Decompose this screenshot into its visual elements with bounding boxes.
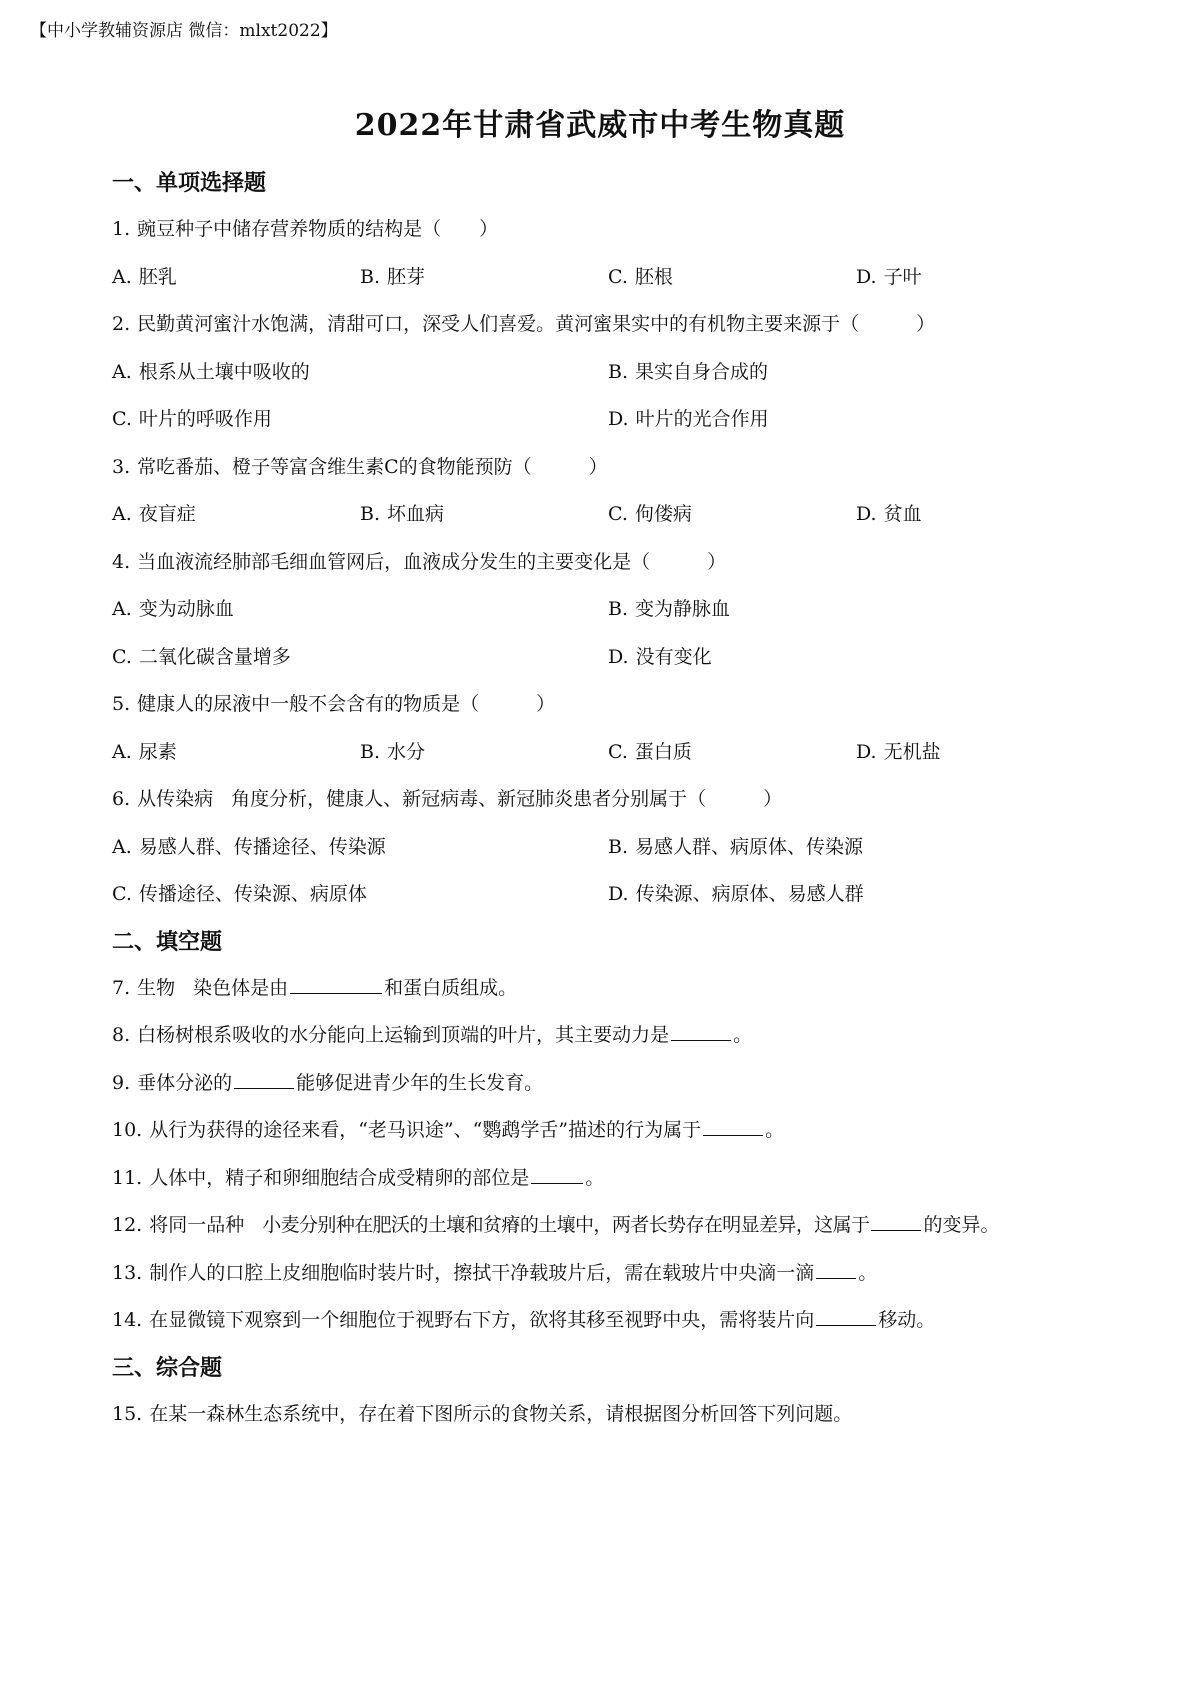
question-number: 10. bbox=[112, 1119, 143, 1141]
option-d bbox=[856, 491, 1104, 539]
question-4 bbox=[112, 539, 1152, 587]
question-text: 垂体分泌的 bbox=[137, 1071, 233, 1094]
question-number: 9. bbox=[112, 1071, 131, 1094]
option-letter: D. bbox=[608, 883, 629, 905]
option-text: 胚乳 bbox=[138, 265, 177, 288]
answer-blank[interactable] bbox=[871, 1210, 921, 1231]
question-text: 和蛋白质组成。 bbox=[384, 976, 518, 999]
option-letter: A. bbox=[112, 360, 132, 383]
option-letter: D. bbox=[856, 503, 877, 525]
option-letter: D. bbox=[856, 740, 877, 763]
option-b bbox=[360, 491, 608, 539]
option-letter: C. bbox=[608, 265, 628, 288]
option-b bbox=[608, 349, 1104, 397]
question-text: 的变异。 bbox=[923, 1214, 1000, 1236]
option-d bbox=[608, 634, 1104, 682]
option-text: 坏血病 bbox=[387, 503, 445, 525]
question-text: 移动。 bbox=[878, 1309, 936, 1331]
option-letter: B. bbox=[608, 598, 629, 620]
question-text: 制作人的口腔上皮细胞临时装片时，擦拭干净载玻片后，需在载玻片中央滴一滴 bbox=[149, 1261, 815, 1284]
option-text: 传染源、病原体、易感人群 bbox=[635, 883, 864, 905]
question-1 bbox=[112, 206, 1152, 254]
option-text: 易感人群、病原体、传染源 bbox=[635, 835, 864, 858]
question-text: 生物 bbox=[137, 976, 176, 999]
answer-blank[interactable] bbox=[703, 1115, 763, 1136]
exam-content bbox=[112, 160, 1152, 1438]
option-text: 叶片的光合作用 bbox=[635, 408, 769, 430]
option-text: 传播途径、传染源、病原体 bbox=[138, 883, 367, 905]
question-text: 在某一森林生态系统中，存在着下图所示的食物关系，请根据图分析回答下列问题。 bbox=[149, 1402, 853, 1425]
option-a bbox=[112, 586, 608, 634]
question-number: 1. bbox=[112, 218, 131, 240]
option-b bbox=[360, 254, 608, 302]
question-8 bbox=[112, 1012, 1152, 1060]
option-letter: A. bbox=[112, 503, 132, 525]
option-letter: D. bbox=[856, 265, 877, 288]
answer-blank[interactable] bbox=[671, 1020, 731, 1041]
section-heading-fill-blank: 二、填空题 bbox=[112, 928, 223, 955]
option-text: 胚根 bbox=[634, 265, 673, 288]
question-text: 民勤黄河蜜汁水饱满，清甜可口，深受人们喜爱。黄河蜜果实中的有机物主要来源于（ ） bbox=[137, 313, 936, 335]
option-b bbox=[360, 729, 608, 777]
question-text: 白杨树根系吸收的水分能向上运输到顶端的叶片，其主要动力是 bbox=[137, 1024, 670, 1046]
options-q1 bbox=[112, 254, 1152, 302]
option-a bbox=[112, 349, 608, 397]
option-letter: B. bbox=[608, 360, 629, 383]
option-c bbox=[608, 729, 856, 777]
question-number: 12. bbox=[112, 1214, 143, 1236]
option-letter: C. bbox=[608, 740, 628, 763]
question-10 bbox=[112, 1107, 1152, 1155]
question-number: 14. bbox=[112, 1309, 143, 1331]
option-letter: D. bbox=[608, 645, 629, 668]
option-text: 二氧化碳含量增多 bbox=[138, 645, 291, 668]
option-text: 水分 bbox=[387, 740, 426, 763]
option-text: 子叶 bbox=[883, 265, 922, 288]
question-3 bbox=[112, 444, 1152, 492]
question-number: 5. bbox=[112, 693, 131, 715]
option-text: 叶片的呼吸作用 bbox=[138, 408, 272, 430]
option-text: 易感人群、传播途径、传染源 bbox=[138, 835, 386, 858]
question-number: 7. bbox=[112, 976, 131, 999]
question-7 bbox=[112, 965, 1152, 1013]
options-q4-row-1 bbox=[112, 586, 1152, 634]
options-q2-row-1 bbox=[112, 349, 1152, 397]
question-number: 3. bbox=[112, 455, 131, 478]
option-letter: A. bbox=[112, 835, 132, 858]
question-14 bbox=[112, 1297, 1152, 1345]
question-12 bbox=[112, 1202, 1152, 1250]
option-letter: B. bbox=[360, 265, 381, 288]
option-b bbox=[608, 824, 1104, 872]
question-text: 从传染病 bbox=[137, 788, 214, 810]
question-text: 。 bbox=[858, 1261, 878, 1284]
option-a bbox=[112, 824, 608, 872]
section-heading-comprehensive: 三、综合题 bbox=[112, 1354, 223, 1381]
option-d bbox=[608, 871, 1104, 919]
option-b bbox=[608, 586, 1104, 634]
question-number: 8. bbox=[112, 1024, 131, 1046]
question-number: 2. bbox=[112, 313, 131, 335]
question-2 bbox=[112, 301, 1152, 349]
question-text: 人体中，精子和卵细胞结合成受精卵的部位是 bbox=[149, 1166, 530, 1189]
option-letter: A. bbox=[112, 740, 132, 763]
options-q4-row-2 bbox=[112, 634, 1152, 682]
header-note: 【中小学教辅资源店 微信：mlxt2022】 bbox=[30, 21, 338, 41]
option-text: 根系从土壤中吸收的 bbox=[138, 360, 310, 383]
question-text: 当血液流经肺部毛细血管网后，血液成分发生的主要变化是（ ） bbox=[137, 550, 727, 573]
question-number: 11. bbox=[112, 1166, 143, 1189]
option-letter: A. bbox=[112, 265, 132, 288]
question-text: 将同一品种 bbox=[149, 1214, 245, 1236]
option-letter: B. bbox=[360, 740, 381, 763]
question-text: 从行为获得的途径来看，“老马识途”、“鹦鹉学舌”描述的行为属于 bbox=[149, 1119, 702, 1141]
option-text: 夜盲症 bbox=[138, 503, 196, 525]
option-text: 尿素 bbox=[138, 740, 177, 763]
question-text: 。 bbox=[585, 1166, 605, 1189]
question-number: 6. bbox=[112, 788, 131, 810]
question-15 bbox=[112, 1391, 1152, 1439]
option-a bbox=[112, 491, 360, 539]
option-c bbox=[112, 634, 608, 682]
option-letter: C. bbox=[608, 503, 628, 525]
question-text: 角度分析，健康人、新冠病毒、新冠肺炎患者分别属于（ ） bbox=[231, 788, 783, 810]
answer-blank[interactable] bbox=[816, 1305, 876, 1326]
option-letter: C. bbox=[112, 883, 132, 905]
option-text: 佝偻病 bbox=[634, 503, 692, 525]
option-c bbox=[112, 396, 608, 444]
option-d bbox=[608, 396, 1104, 444]
option-letter: A. bbox=[112, 598, 132, 620]
option-a bbox=[112, 254, 360, 302]
question-6 bbox=[112, 776, 1152, 824]
question-text: 。 bbox=[733, 1024, 753, 1046]
question-text: 。 bbox=[765, 1119, 785, 1141]
options-q2-row-2 bbox=[112, 396, 1152, 444]
page-title: 2022年甘肃省武威市中考生物真题 bbox=[354, 108, 846, 143]
option-text: 果实自身合成的 bbox=[635, 360, 769, 383]
options-q6-row-1 bbox=[112, 824, 1152, 872]
question-text: 健康人的尿液中一般不会含有的物质是（ ） bbox=[137, 693, 556, 715]
answer-blank[interactable] bbox=[234, 1068, 294, 1089]
question-number: 4. bbox=[112, 550, 131, 573]
question-5 bbox=[112, 681, 1152, 729]
question-text: 豌豆种子中储存营养物质的结构是（ ） bbox=[137, 218, 499, 240]
options-q6-row-2 bbox=[112, 871, 1152, 919]
option-a bbox=[112, 729, 360, 777]
option-text: 胚芽 bbox=[387, 265, 426, 288]
question-number: 13. bbox=[112, 1261, 143, 1284]
answer-blank[interactable] bbox=[531, 1163, 583, 1184]
question-text: 能够促进青少年的生长发育。 bbox=[296, 1071, 544, 1094]
option-text: 无机盐 bbox=[883, 740, 941, 763]
options-q5 bbox=[112, 729, 1152, 777]
option-text: 蛋白质 bbox=[634, 740, 692, 763]
option-text: 变为静脉血 bbox=[635, 598, 731, 620]
option-c bbox=[608, 254, 856, 302]
option-c bbox=[112, 871, 608, 919]
question-9 bbox=[112, 1060, 1152, 1108]
option-d bbox=[856, 254, 1104, 302]
option-text: 变为动脉血 bbox=[138, 598, 234, 620]
question-text: 染色体是由 bbox=[193, 976, 289, 999]
options-q3 bbox=[112, 491, 1152, 539]
option-letter: B. bbox=[608, 835, 629, 858]
question-text: 在显微镜下观察到一个细胞位于视野右下方，欲将其移至视野中央，需将装片向 bbox=[149, 1309, 815, 1331]
question-number: 15. bbox=[112, 1402, 143, 1425]
option-letter: C. bbox=[112, 408, 132, 430]
option-letter: D. bbox=[608, 408, 629, 430]
answer-blank[interactable] bbox=[816, 1258, 856, 1279]
option-letter: C. bbox=[112, 645, 132, 668]
section-heading-single-choice: 一、单项选择题 bbox=[112, 170, 267, 196]
question-text: 常吃番茄、橙子等富含维生素C的食物能预防（ ） bbox=[137, 455, 608, 478]
option-letter: B. bbox=[360, 503, 381, 525]
question-13 bbox=[112, 1250, 1152, 1298]
option-c bbox=[608, 491, 856, 539]
option-text: 贫血 bbox=[883, 503, 922, 525]
answer-blank[interactable] bbox=[290, 973, 382, 994]
option-text: 没有变化 bbox=[635, 645, 712, 668]
option-d bbox=[856, 729, 1104, 777]
question-text: 小麦分别种在肥沃的土壤和贫瘠的土壤中，两者长势存在明显差异，这属于 bbox=[262, 1214, 870, 1236]
question-11 bbox=[112, 1155, 1152, 1203]
